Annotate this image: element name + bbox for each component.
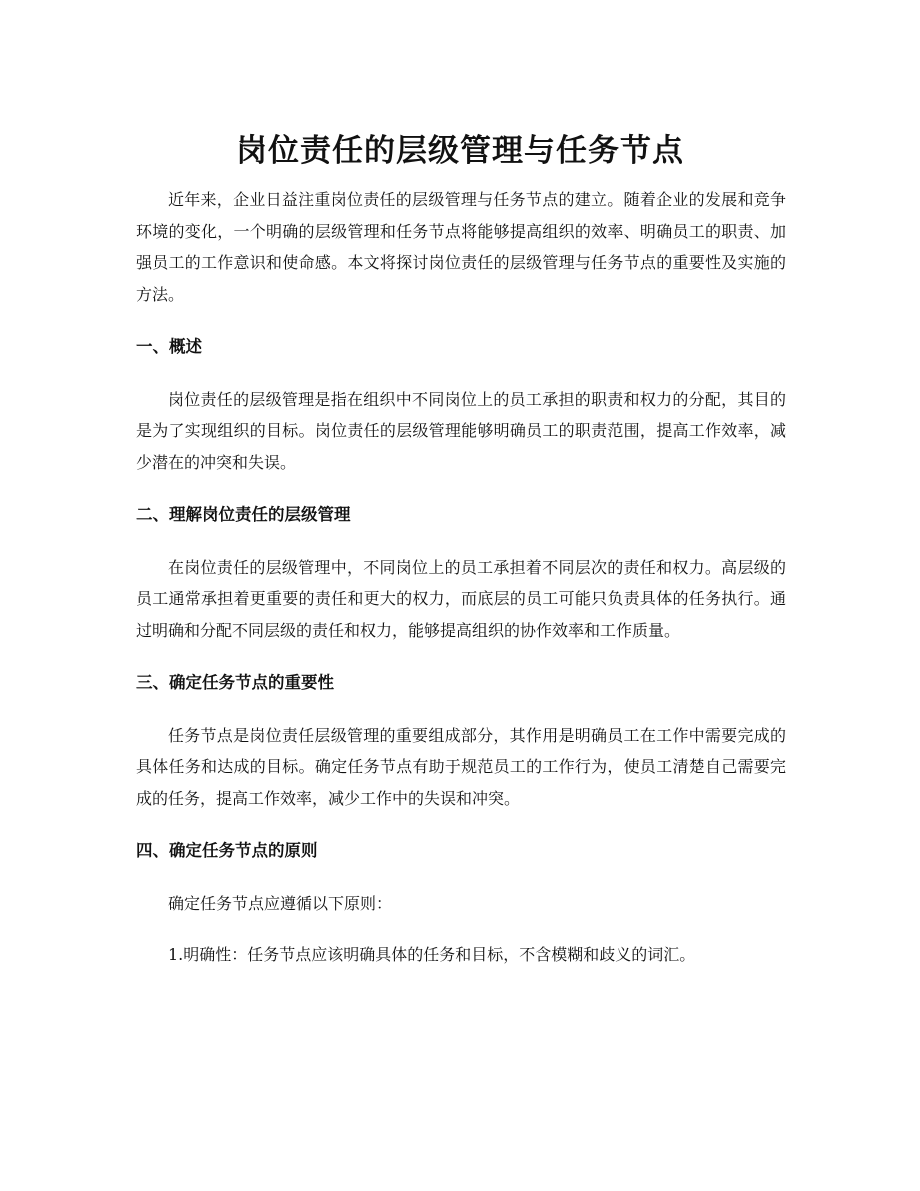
section-paragraph-principles: 确定任务节点应遵循以下原则：	[168, 893, 393, 913]
section-paragraph-overview: 岗位责任的层级管理是指在组织中不同岗位上的员工承担的职责和权力的分配，其目的是为了实现组织的目标。岗位责任的层级管理能够明确员工的职责范围，提高工作效率，减少潜在的冲突和失误。	[136, 389, 786, 472]
section-heading-understanding: 二、理解岗位责任的层级管理	[136, 505, 351, 524]
principle-list-item: 1.明确性：任务节点应该明确具体的任务和目标，不含模糊和歧义的词汇。	[168, 945, 696, 964]
document-body	[136, 184, 786, 971]
section-heading-importance: 三、确定任务节点的重要性	[136, 673, 334, 692]
intro-paragraph: 近年来，企业日益注重岗位责任的层级管理与任务节点的建立。随着企业的发展和竞争环境的变化，一个明确的层级管理和任务节点将能够提高组织的效率、明确员工的职责、加强员工的工作意识和使命感。本文将探讨岗位责任的层级管理与任务节点的重要性及实施的方法。	[136, 190, 786, 304]
section-paragraph-understanding: 在岗位责任的层级管理中，不同岗位上的员工承担着不同层次的责任和权力。高层级的员工通常承担着更重要的责任和更大的权力，而底层的员工可能只负责具体的任务执行。通过明确和分配不同层级的责任和权力，能够提高组织的协作效率和工作质量。	[136, 557, 786, 640]
section-heading-principles: 四、确定任务节点的原则	[136, 841, 318, 860]
section-heading-overview: 一、概述	[136, 337, 202, 356]
section-paragraph-importance: 任务节点是岗位责任层级管理的重要组成部分，其作用是明确员工在工作中需要完成的具体任务和达成的目标。确定任务节点有助于规范员工的工作行为，使员工清楚自己需要完成的任务，提高工作效率，减少工作中的失误和冲突。	[136, 725, 786, 808]
document-title: 岗位责任的层级管理与任务节点	[236, 132, 684, 169]
